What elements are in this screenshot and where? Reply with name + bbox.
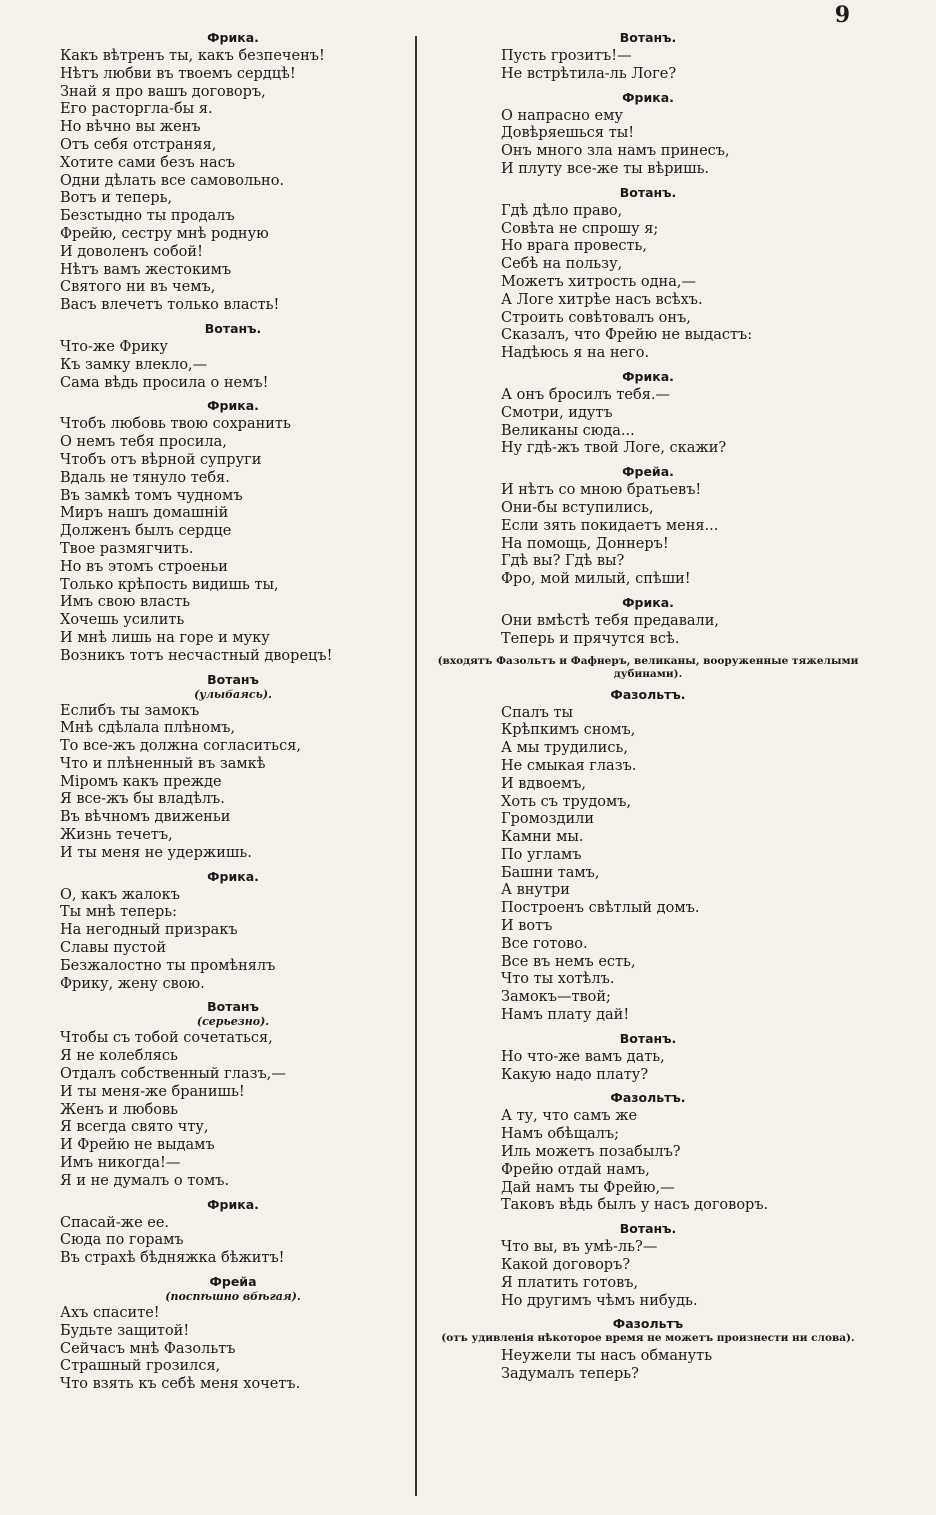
verse-lines (423, 613, 873, 649)
verse-line: Одни дѣлать все самовольно. (60, 172, 285, 189)
verse-lines (423, 482, 873, 589)
verse-line: Но вѣчно вы женъ (60, 119, 201, 136)
verse-line: Чтобъ отъ вѣрной супруги (60, 451, 262, 468)
verse-lines (58, 887, 408, 994)
verse-line: О, какъ жалокъ (60, 886, 180, 903)
verse-line: Къ замку влекло,— (60, 356, 208, 373)
verse-line: Сказалъ, что Фрейю не выдастъ: (501, 327, 753, 344)
dialogue-block (423, 595, 873, 649)
speaker-name: Фрика. (207, 1196, 259, 1212)
verse-line: Вдаль не тянуло тебя. (60, 469, 230, 486)
verse-line: Все въ немъ есть, (501, 953, 636, 970)
dialogue-block (423, 90, 873, 179)
verse-line: Фрейю, сестру мнѣ родную (60, 225, 269, 242)
verse-line: Намъ обѣщалъ; (501, 1126, 620, 1143)
verse-line: Надѣюсь я на него. (501, 345, 650, 362)
verse-line: Чтобы съ тобой сочетаться, (60, 1030, 273, 1047)
verse-line: Славы пустой (60, 940, 166, 957)
verse-line: Теперь и прячутся всѣ. (501, 630, 680, 647)
verse-lines (423, 1348, 873, 1384)
dialogue-block (58, 30, 408, 315)
speaker-name: Вотанъ. (619, 30, 677, 45)
dialogue-block (423, 464, 873, 589)
verse-line: Камни мы. (501, 829, 584, 846)
verse-line: Отъ себя отстраняя, (60, 136, 217, 153)
verse-lines (423, 203, 873, 363)
stage-direction: (входятъ Фазольтъ и Фафнеръ, великаны, вооруженные тяжелыми дубинами). (437, 654, 859, 680)
verse-line: Сейчасъ мнѣ Фазольтъ (60, 1340, 236, 1357)
verse-line: Какую надо плату? (501, 1066, 649, 1083)
verse-lines (423, 1239, 873, 1310)
dialogue-block (423, 1031, 873, 1085)
left-column (58, 30, 408, 1400)
verse-line: Фро, мой милый, спѣши! (501, 571, 691, 588)
verse-line: Строить совѣтовалъ онъ, (501, 309, 691, 326)
verse-line: Безстыдно ты продалъ (60, 208, 235, 225)
verse-line: Ты мнѣ теперь: (60, 904, 178, 921)
speaker-name: Фрика. (207, 30, 259, 45)
verse-lines (58, 703, 408, 863)
verse-line: Сюда по горамъ (60, 1232, 184, 1249)
verse-lines (423, 1049, 873, 1085)
verse-line: А онъ бросилъ тебя.— (501, 386, 670, 403)
verse-lines (423, 48, 873, 84)
speaker-name: Фрика. (207, 398, 259, 414)
verse-line: Будьте защитой! (60, 1322, 190, 1339)
verse-line: Построенъ свѣтлый домъ. (501, 900, 700, 917)
verse-line: И нѣтъ со мною братьевъ! (501, 482, 702, 499)
verse-line: Въ вѣчномъ движеньи (60, 809, 231, 826)
verse-line: На помощь, Доннеръ! (501, 535, 669, 552)
stage-direction: (улыбаясь). (194, 687, 272, 701)
verse-line: Неужели ты насъ обмануть (501, 1348, 713, 1365)
verse-line: Если зять покидаетъ меня... (501, 517, 719, 534)
verse-line: Въ страхѣ бѣдняжка бѣжитъ! (60, 1250, 285, 1267)
verse-lines (423, 108, 873, 179)
dialogue-block (58, 999, 408, 1190)
dialogue-block (58, 672, 408, 863)
verse-line: Сама вѣдь просила о немъ! (60, 374, 269, 391)
speaker-name: Вотанъ (207, 999, 259, 1015)
stage-direction: (отъ удивленія нѣкоторое время не можетъ произнести ни слова). (441, 1332, 855, 1345)
verse-line: Твое размягчить. (60, 540, 194, 557)
speaker-name: Фрика. (622, 89, 674, 105)
verse-line: Я не колеблясь (60, 1048, 178, 1065)
verse-lines (423, 1108, 873, 1215)
verse-line: Безжалостно ты промѣнялъ (60, 957, 276, 974)
verse-line: Таковъ вѣдь былъ у насъ договоръ. (501, 1197, 769, 1214)
verse-line: А мы трудились, (501, 740, 628, 757)
verse-line: Не смыкая глазъ. (501, 757, 637, 774)
verse-line: Они-бы вступились, (501, 499, 654, 516)
verse-line: Жизнь течетъ, (60, 827, 173, 844)
stage-direction: (серьезно). (196, 1015, 270, 1029)
verse-line: А Логе хитрѣе насъ всѣхъ. (501, 291, 703, 308)
verse-lines (58, 416, 408, 665)
verse-line: Намъ плату дай! (501, 1007, 630, 1024)
verse-lines (423, 705, 873, 1025)
dialogue-block (58, 1197, 408, 1268)
verse-line: Я все-жъ бы владѣлъ. (60, 791, 225, 808)
verse-line: На негодный призракъ (60, 922, 238, 939)
verse-line: О напрасно ему (501, 107, 623, 124)
dialogue-block (423, 185, 873, 363)
speaker-name: Фазольтъ (612, 1316, 684, 1332)
verse-line: То все-жъ должна согласиться, (60, 738, 301, 755)
verse-line: Васъ влечетъ только власть! (60, 297, 280, 314)
speaker-name: Фрика. (622, 594, 674, 610)
verse-line: Что вы, въ умѣ-ль?— (501, 1239, 658, 1256)
verse-line: И Фрейю не выдамъ (60, 1137, 215, 1154)
verse-line: И ты меня-же бранишь! (60, 1083, 245, 1100)
verse-line: Но другимъ чѣмъ нибудь. (501, 1292, 698, 1309)
verse-line: Задумалъ теперь? (501, 1366, 639, 1383)
verse-line: Что-же Фрику (60, 338, 168, 355)
verse-lines (58, 1030, 408, 1190)
verse-line: Мнѣ сдѣлала плѣномъ, (60, 720, 236, 737)
verse-lines (423, 387, 873, 458)
verse-line: Я и не думалъ о томъ. (60, 1172, 230, 1189)
verse-line: Знай я про вашъ договоръ, (60, 83, 266, 100)
stage-direction: (поспѣшно вбѣгая). (165, 1290, 301, 1304)
verse-line: Миръ нашъ домашній (60, 505, 229, 522)
column-divider (415, 36, 417, 1496)
verse-line: Какъ вѣтренъ ты, какъ безпеченъ! (60, 48, 325, 64)
verse-line: Можетъ хитрость одна,— (501, 273, 696, 290)
verse-line: Женъ и любовь (60, 1101, 178, 1118)
dialogue-block (423, 687, 873, 1025)
verse-line: Фрику, жену свою. (60, 975, 205, 992)
verse-line: И ты меня не удержишь. (60, 844, 252, 861)
verse-line: Но въ этомъ строеньи (60, 558, 228, 575)
verse-line: Отдалъ собственный глазъ,— (60, 1066, 286, 1083)
verse-line: Гдѣ вы? Гдѣ вы? (501, 553, 625, 570)
verse-line: Возникъ тотъ несчастный дворецъ! (60, 647, 333, 664)
verse-line: Иль можетъ позабылъ? (501, 1144, 681, 1161)
verse-line: Громоздили (501, 811, 594, 828)
verse-line: Чтобъ любовь твою сохранить (60, 416, 291, 433)
verse-line: Какой договоръ? (501, 1257, 631, 1274)
dialogue-block (423, 30, 873, 84)
verse-line: И мнѣ лишь на горе и муку (60, 629, 270, 646)
verse-line: Вотъ и теперь, (60, 190, 173, 207)
verse-line: Спасай-же ее. (60, 1214, 170, 1231)
dialogue-block (423, 369, 873, 458)
verse-lines (58, 1215, 408, 1268)
dialogue-block (58, 398, 408, 665)
verse-line: Имъ никогда!— (60, 1155, 181, 1172)
right-column (423, 30, 873, 1390)
verse-line: Долженъ былъ сердце (60, 523, 232, 540)
dialogue-block (58, 869, 408, 994)
speaker-name: Вотанъ. (619, 1221, 677, 1237)
verse-line: И вдвоемъ, (501, 775, 586, 792)
verse-line: Но врага провесть, (501, 238, 647, 255)
verse-line: Крѣпкимъ сномъ, (501, 722, 636, 739)
verse-line: Пусть грозитъ!— (501, 48, 632, 64)
verse-line: Я платить готовъ, (501, 1274, 639, 1291)
verse-line: И вотъ (501, 918, 553, 935)
verse-line: Гдѣ дѣло право, (501, 202, 623, 219)
speaker-name: Фазольтъ. (610, 686, 686, 702)
verse-line: Что и плѣненный въ замкѣ (60, 755, 266, 772)
verse-lines (58, 339, 408, 392)
speaker-name: Фрейа (209, 1274, 257, 1290)
verse-line: Хоть съ трудомъ, (501, 793, 632, 810)
verse-line: Хочешь усилить (60, 612, 185, 629)
speaker-name: Вотанъ (207, 671, 259, 687)
verse-lines (58, 1305, 408, 1394)
verse-line: О немъ тебя просила, (60, 434, 227, 451)
verse-line: А ту, что самъ же (501, 1108, 638, 1125)
verse-line: Фрейю отдай намъ, (501, 1161, 650, 1178)
verse-line: Довѣряешься ты! (501, 125, 635, 142)
verse-line: Святого ни въ чемъ, (60, 279, 216, 296)
verse-line: Въ замкѣ томъ чудномъ (60, 487, 243, 504)
verse-line: И доволенъ собой! (60, 243, 203, 260)
verse-line: Спалъ ты (501, 704, 574, 721)
verse-line: По угламъ (501, 846, 582, 863)
speaker-name: Фрейа. (622, 464, 674, 480)
speaker-name: Фазольтъ. (610, 1090, 686, 1106)
verse-line: Еслибъ ты замокъ (60, 702, 200, 719)
dialogue-block (58, 1274, 408, 1394)
verse-line: Но что-же вамъ дать, (501, 1048, 665, 1065)
verse-line: Только крѣпость видишь ты, (60, 576, 279, 593)
verse-line: Страшный грозился, (60, 1358, 221, 1375)
verse-line: Его расторгла-бы я. (60, 101, 213, 118)
verse-line: Дай намъ ты Фрейю,— (501, 1179, 675, 1196)
verse-line: Себѣ на пользу, (501, 256, 623, 273)
verse-line: Имъ свою власть (60, 594, 191, 611)
speaker-name: Вотанъ. (619, 184, 677, 200)
verse-line: Что ты хотѣлъ. (501, 971, 615, 988)
verse-line: Нѣтъ вамъ жестокимъ (60, 261, 232, 278)
page-number: 9 (834, 2, 850, 28)
verse-line: Хотите сами безъ насъ (60, 154, 235, 171)
verse-line: Онъ много зла намъ принесъ, (501, 143, 730, 160)
verse-line: А внутри (501, 882, 570, 899)
dialogue-block (58, 321, 408, 392)
dialogue-block (423, 1090, 873, 1215)
speaker-name: Фрика. (622, 368, 674, 384)
verse-line: Нѣтъ любви въ твоемъ сердцѣ! (60, 65, 296, 82)
dialogue-block (423, 655, 873, 681)
verse-line: Замокъ—твой; (501, 989, 611, 1006)
speaker-name: Вотанъ. (204, 320, 262, 336)
verse-line: Смотри, идутъ (501, 404, 613, 421)
verse-line: Ахъ спасите! (60, 1305, 160, 1322)
verse-line: Башни тамъ, (501, 864, 600, 881)
dialogue-block (423, 1221, 873, 1310)
verse-line: Я всегда свято чту, (60, 1119, 209, 1136)
verse-line: Они вмѣстѣ тебя предавали, (501, 612, 719, 629)
verse-line: Не встрѣтила-ль Логе? (501, 65, 677, 82)
verse-line: Что взять къ себѣ меня хочетъ. (60, 1376, 301, 1393)
verse-line: Совѣта не спрошу я; (501, 220, 659, 237)
dialogue-block (423, 1316, 873, 1384)
verse-line: Все готово. (501, 935, 588, 952)
speaker-name: Вотанъ. (619, 1030, 677, 1046)
verse-line: И плуту все-же ты вѣришь. (501, 160, 710, 177)
verse-lines (58, 48, 408, 315)
speaker-name: Фрика. (207, 868, 259, 884)
verse-line: Великаны сюда... (501, 422, 635, 439)
verse-line: Ну гдѣ-жъ твой Логе, скажи? (501, 440, 727, 457)
verse-line: Міромъ какъ прежде (60, 773, 222, 790)
